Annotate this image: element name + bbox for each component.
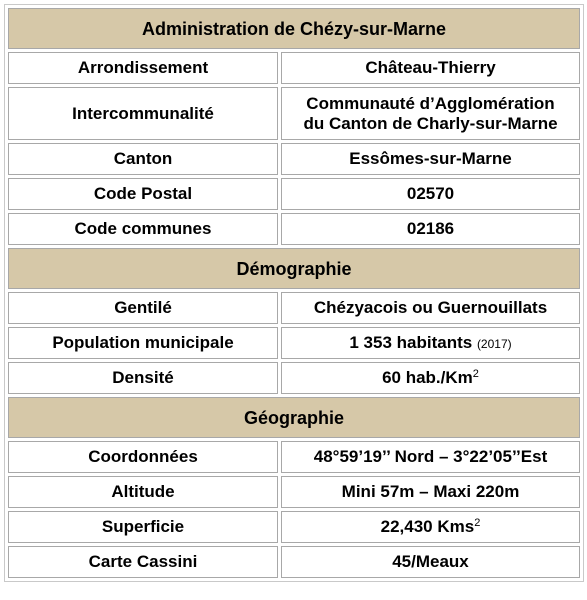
carte-cassini-label: Carte Cassini: [8, 546, 278, 578]
superficie-exponent: 2: [474, 516, 481, 529]
code-postal-label: Code Postal: [8, 178, 278, 210]
table-row: [8, 213, 580, 245]
intercommunalite-value-line1: Communauté d’Agglomération: [306, 93, 555, 113]
intercommunalite-label: Intercommunalité: [8, 87, 278, 140]
code-communes-value: 02186: [281, 213, 580, 245]
canton-label: Canton: [8, 143, 278, 175]
table-row: [8, 87, 580, 140]
table-row: [8, 476, 580, 508]
coordonnees-value: 48°59’19’’ Nord – 3°22’05’’Est: [281, 441, 580, 473]
arrondissement-value: Château-Thierry: [281, 52, 580, 84]
densite-number: 60 hab./Km: [382, 368, 473, 387]
superficie-value: [281, 511, 580, 543]
table-row: [8, 511, 580, 543]
population-count: 1 353 habitants: [349, 332, 473, 352]
table-row: [8, 362, 580, 394]
table-row: [8, 178, 580, 210]
demographie-header: Démographie: [8, 248, 580, 289]
superficie-label: Superficie: [8, 511, 278, 543]
gentile-label: Gentilé: [8, 292, 278, 324]
table-row: [8, 143, 580, 175]
population-label: Population municipale: [8, 327, 278, 359]
superficie-number: 22,430 Kms: [380, 517, 475, 536]
densite-value: [281, 362, 580, 394]
intercommunalite-value-line2: du Canton de Charly-sur-Marne: [303, 113, 558, 133]
population-year: (2017): [476, 336, 512, 351]
table-title: Administration de Chézy-sur-Marne: [8, 8, 580, 49]
canton-value: Essômes-sur-Marne: [281, 143, 580, 175]
coordonnees-label: Coordonnées: [8, 441, 278, 473]
altitude-label: Altitude: [8, 476, 278, 508]
code-communes-label: Code communes: [8, 213, 278, 245]
table-row: [8, 546, 580, 578]
densite-exponent: 2: [472, 367, 479, 380]
code-postal-value: 02570: [281, 178, 580, 210]
administration-header-row: [8, 8, 580, 49]
demographie-header-row: [8, 248, 580, 289]
table-row: [8, 292, 580, 324]
gentile-value: Chézyacois ou Guernouillats: [281, 292, 580, 324]
carte-cassini-value: 45/Meaux: [281, 546, 580, 578]
geographie-header-row: [8, 397, 580, 438]
administration-table: [4, 4, 584, 582]
table-row: [8, 441, 580, 473]
population-value: [281, 327, 580, 359]
densite-label: Densité: [8, 362, 278, 394]
altitude-value: Mini 57m – Maxi 220m: [281, 476, 580, 508]
table-row: [8, 52, 580, 84]
table-row: [8, 327, 580, 359]
intercommunalite-value: [281, 87, 580, 140]
arrondissement-label: Arrondissement: [8, 52, 278, 84]
geographie-header: Géographie: [8, 397, 580, 438]
